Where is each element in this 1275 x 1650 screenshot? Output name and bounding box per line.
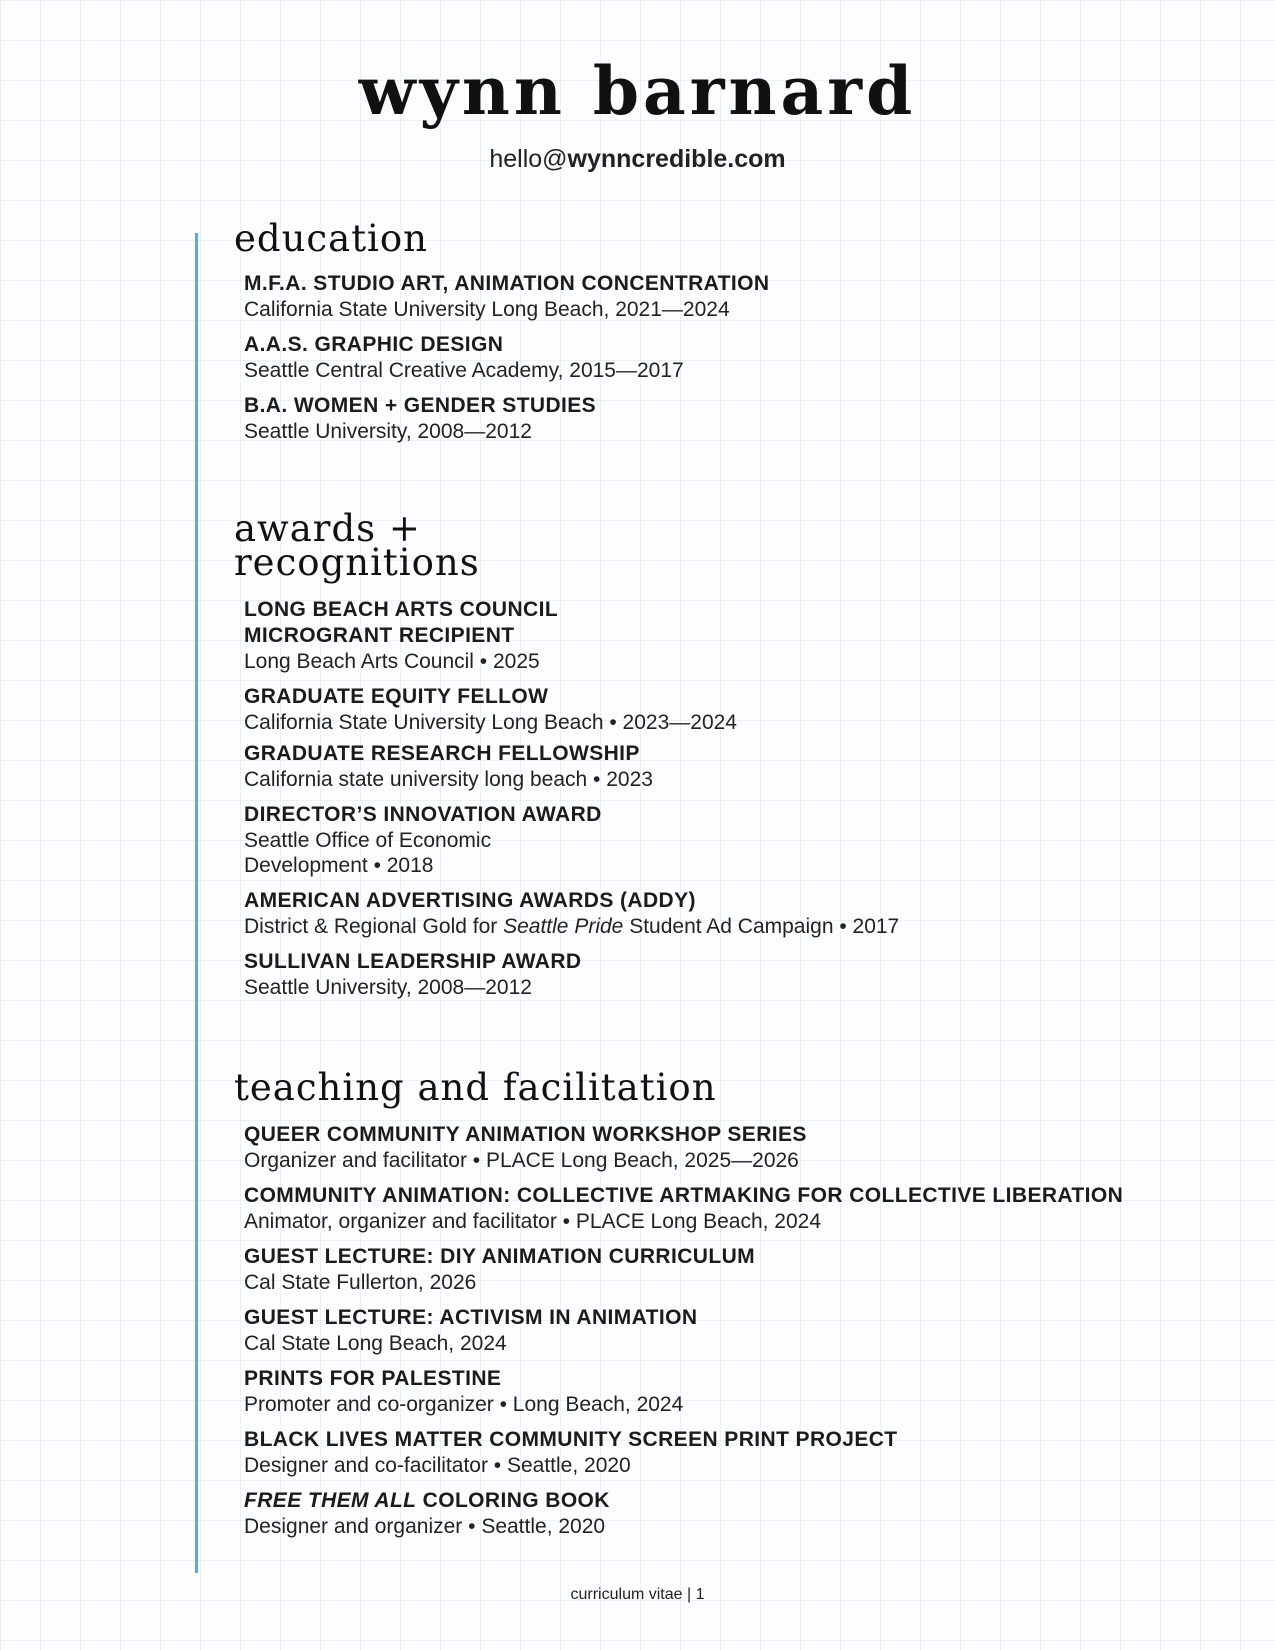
awards-entries (244, 597, 1194, 1000)
education-entry (244, 332, 1194, 383)
detail-text: Student Ad Campaign • 2017 (623, 915, 900, 938)
entry-title: AMERICAN ADVERTISING AWARDS (ADDY) (244, 889, 696, 912)
detail-italic-text: Seattle Pride (503, 915, 624, 938)
award-entry (244, 684, 1194, 735)
page-footer: curriculum vitae | 1 (570, 1586, 705, 1603)
title-text: COLORING BOOK (416, 1489, 610, 1512)
entry-title: COMMUNITY ANIMATION: COLLECTIVE ARTMAKING FOR COLLECTIVE LIBERATION (244, 1184, 1124, 1207)
email-domain: wynncredible.com (567, 145, 786, 173)
title-italic-text: FREE THEM ALL (244, 1489, 417, 1512)
entry-title: GRADUATE EQUITY FELLOW (244, 685, 549, 708)
entry-detail: California state university long beach • 2023 (244, 768, 653, 791)
education-entry (244, 271, 1194, 322)
award-entry (244, 741, 1194, 792)
entry-title: MICROGRANT RECIPIENT (244, 624, 515, 647)
entry-detail: Seattle Office of Economic (244, 829, 492, 852)
section-heading-line: recognitions (234, 541, 480, 584)
entry-title: M.F.A. STUDIO ART, ANIMATION CONCENTRATION (244, 272, 770, 295)
teaching-entry (244, 1488, 1194, 1539)
entry-detail: Development • 2018 (244, 854, 434, 877)
email-address[interactable] (0, 145, 1275, 174)
entry-title (244, 1488, 1194, 1514)
section-heading-education: education (234, 217, 428, 260)
entry-title: BLACK LIVES MATTER COMMUNITY SCREEN PRINT PROJECT (244, 1428, 898, 1451)
section-heading-teaching: teaching and facilitation (234, 1066, 717, 1109)
entry-detail (244, 914, 1194, 939)
education-entries (244, 271, 1194, 444)
entry-detail: Animator, organizer and facilitator • PLACE Long Beach, 2024 (244, 1210, 822, 1233)
email-user: hello@ (489, 145, 568, 173)
entry-detail: Long Beach Arts Council • 2025 (244, 650, 540, 673)
entry-title: A.A.S. GRAPHIC DESIGN (244, 333, 504, 356)
entry-detail: Promoter and co-organizer • Long Beach, 2024 (244, 1393, 684, 1416)
awards-section (234, 507, 1194, 1000)
entry-title: B.A. WOMEN + GENDER STUDIES (244, 394, 597, 417)
entry-detail: Seattle Central Creative Academy, 2015—2017 (244, 359, 684, 382)
education-section (234, 217, 1194, 444)
teaching-entry (244, 1122, 1194, 1173)
teaching-entries (244, 1122, 1194, 1539)
entry-title: GUEST LECTURE: DIY ANIMATION CURRICULUM (244, 1245, 756, 1268)
entry-detail: Cal State Fullerton, 2026 (244, 1271, 477, 1294)
entry-title: QUEER COMMUNITY ANIMATION WORKSHOP SERIES (244, 1123, 807, 1146)
entry-detail: Seattle University, 2008—2012 (244, 976, 532, 999)
entry-title: GRADUATE RESEARCH FELLOWSHIP (244, 742, 640, 765)
award-entry (244, 888, 1194, 939)
entry-detail: California State University Long Beach, 2021—2024 (244, 298, 730, 321)
entry-detail: California State University Long Beach • 2023—2024 (244, 711, 737, 734)
detail-text: District & Regional Gold for (244, 915, 504, 938)
teaching-entry (244, 1244, 1194, 1295)
award-entry (244, 949, 1194, 1000)
award-entry (244, 802, 1194, 878)
entry-detail: Designer and co-facilitator • Seattle, 2020 (244, 1454, 631, 1477)
section-heading-awards (234, 507, 1194, 584)
teaching-entry (244, 1366, 1194, 1417)
entry-detail: Seattle University, 2008—2012 (244, 420, 532, 443)
entry-title: PRINTS FOR PALESTINE (244, 1367, 502, 1390)
entry-title: LONG BEACH ARTS COUNCIL (244, 598, 559, 621)
entry-title: SULLIVAN LEADERSHIP AWARD (244, 950, 582, 973)
entry-detail: Cal State Long Beach, 2024 (244, 1332, 507, 1355)
person-name: wynn barnard (358, 52, 917, 130)
teaching-section (234, 1066, 1194, 1539)
teaching-entry (244, 1183, 1194, 1234)
section-heading-line: awards + (234, 507, 421, 550)
teaching-entry (244, 1305, 1194, 1356)
accent-vertical-line (195, 233, 198, 1573)
entry-title: GUEST LECTURE: ACTIVISM IN ANIMATION (244, 1306, 698, 1329)
entry-detail: Designer and organizer • Seattle, 2020 (244, 1515, 606, 1538)
award-entry (244, 597, 1194, 674)
entry-title: DIRECTOR’S INNOVATION AWARD (244, 803, 602, 826)
entry-detail: Organizer and facilitator • PLACE Long Beach, 2025—2026 (244, 1149, 799, 1172)
teaching-entry (244, 1427, 1194, 1478)
education-entry (244, 393, 1194, 444)
